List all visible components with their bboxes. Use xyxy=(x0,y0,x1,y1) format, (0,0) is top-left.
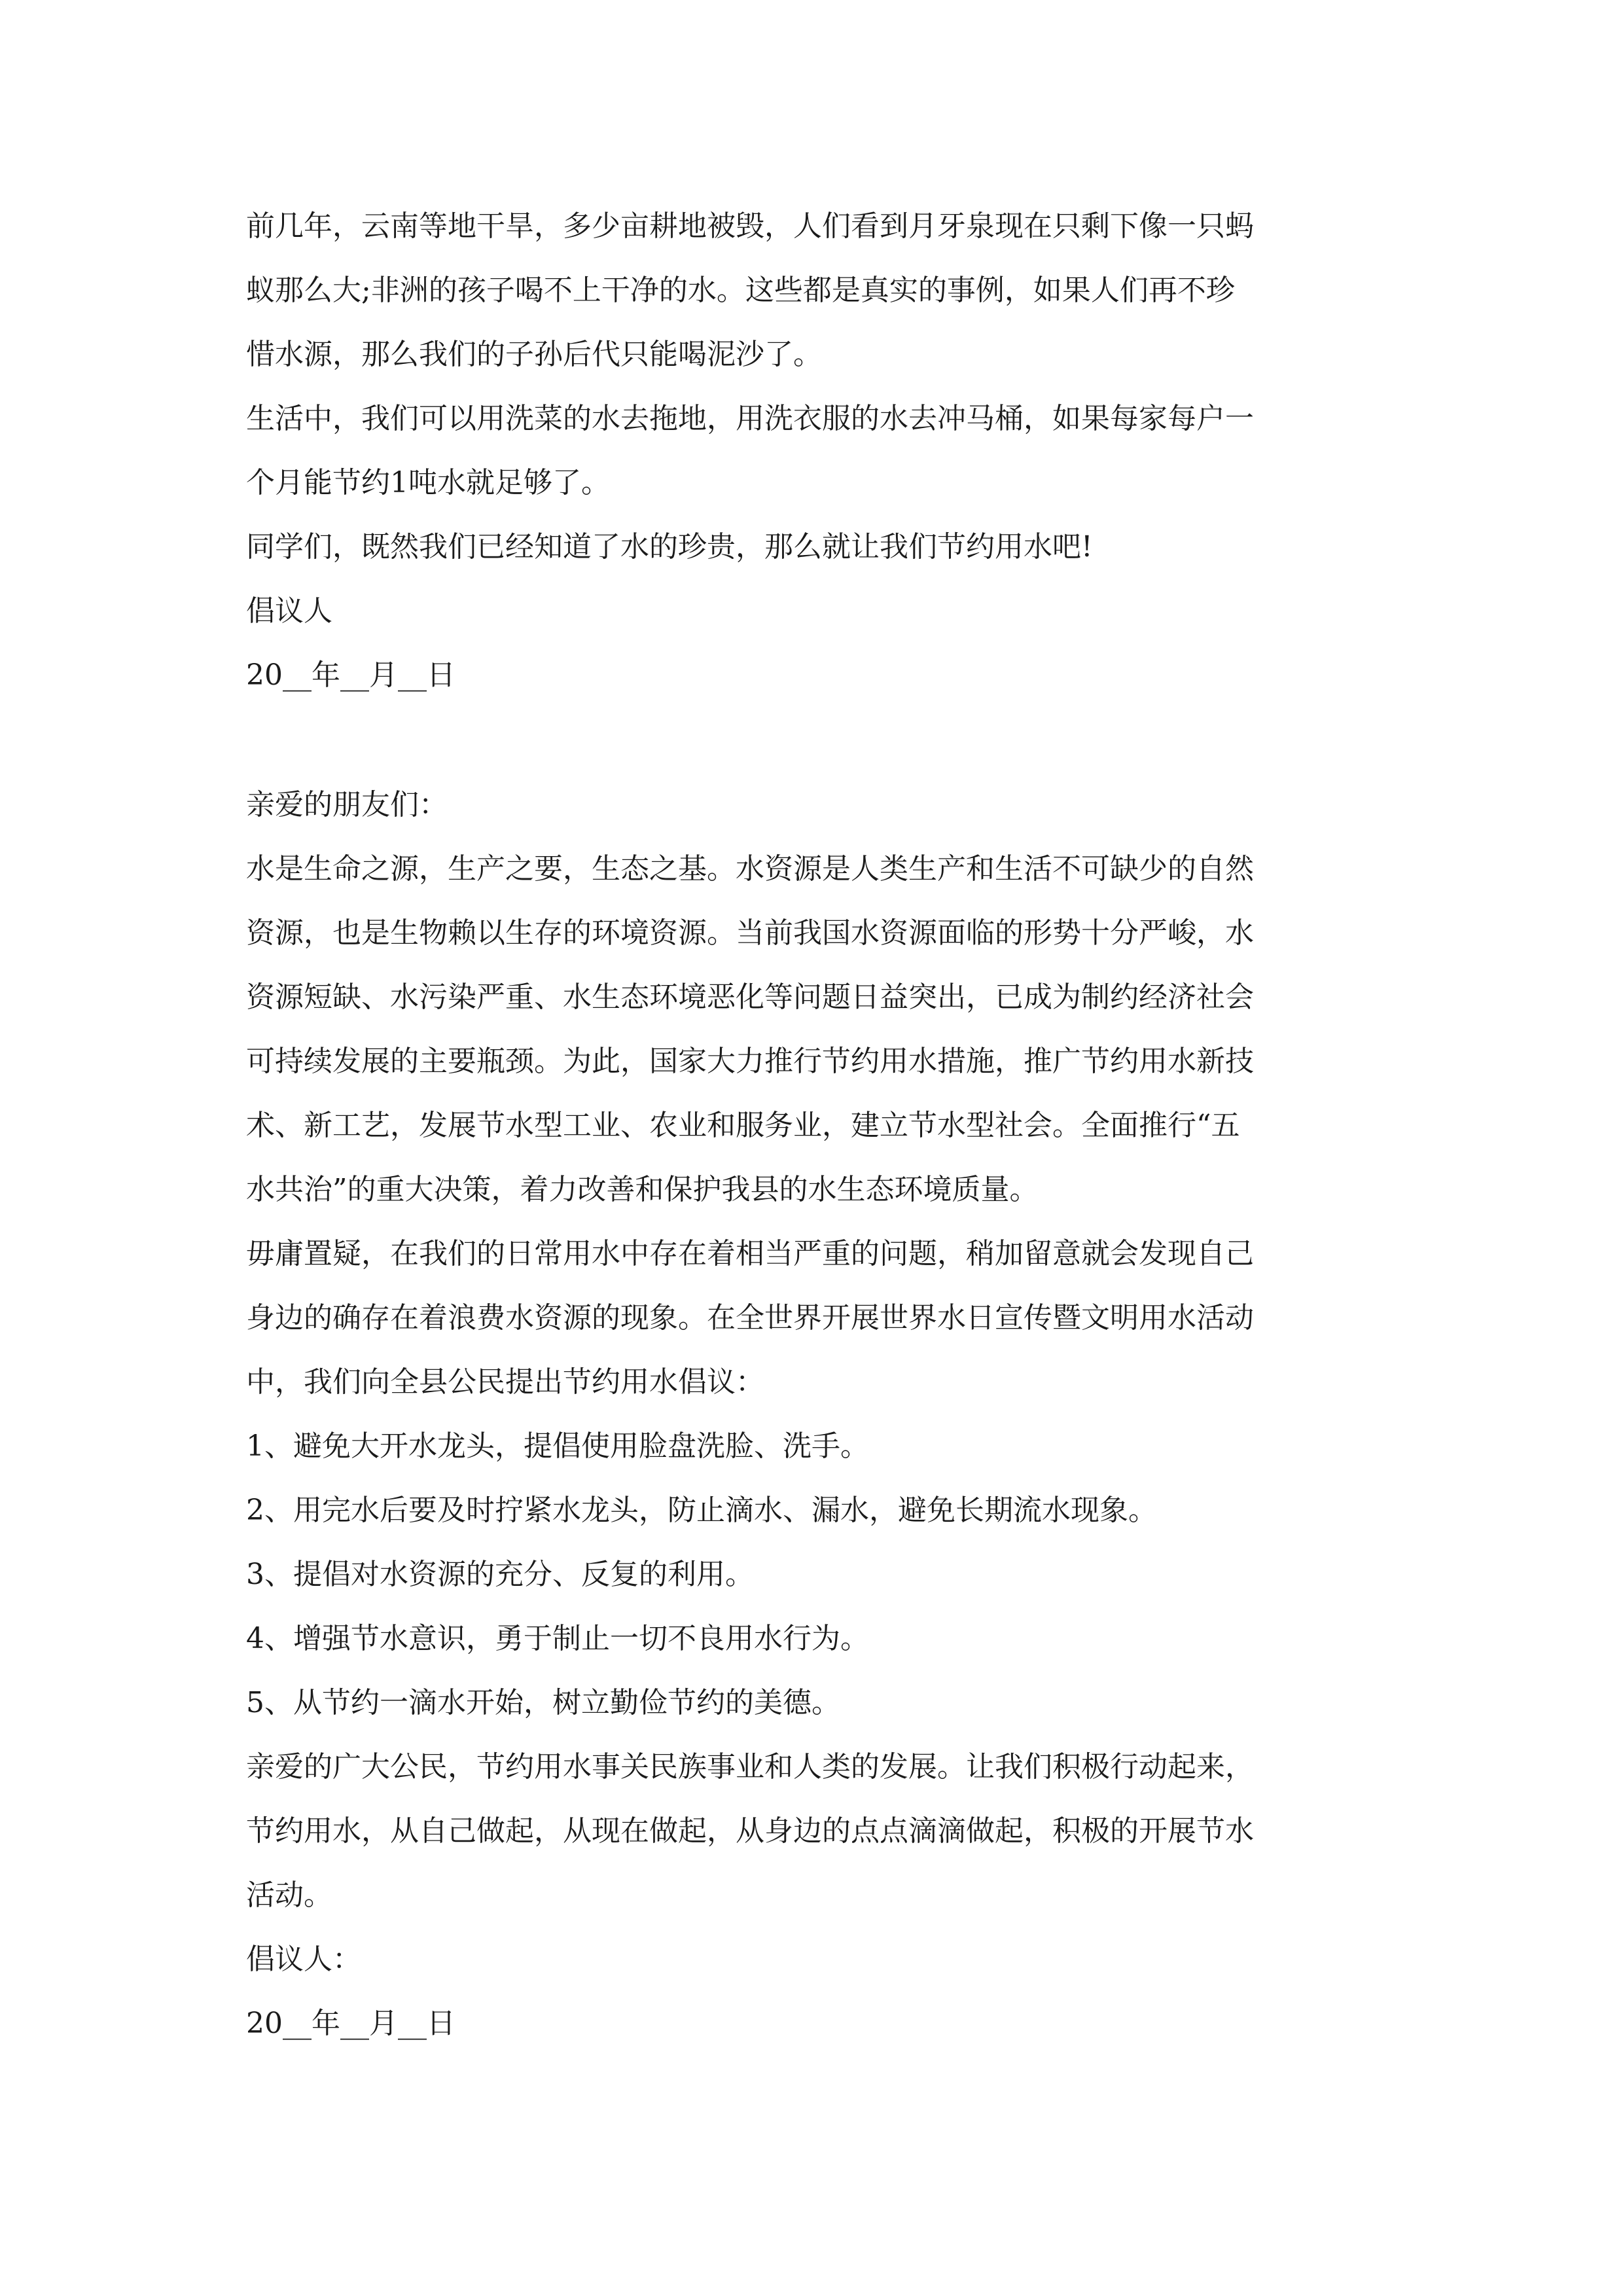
s2-item-5: 5、从节约一滴水开始，树立勤俭节约的美德。 xyxy=(246,1686,840,1719)
s2-item-4: 4、增强节水意识，勇于制止一切不良用水行为。 xyxy=(246,1622,869,1655)
s2-closing-line-2: 节约用水，从自己做起，从现在做起，从身边的点点滴滴做起，积极的开展节水 xyxy=(246,1814,1254,1848)
s1-para1-line-1: 前几年，云南等地干旱，多少亩耕地被毁，人们看到月牙泉现在只剩下像一只蚂 xyxy=(246,209,1254,243)
s2-greeting: 亲爱的朋友们： xyxy=(246,788,448,821)
s1-para3: 同学们，既然我们已经知道了水的珍贵，那么就让我们节约用水吧! xyxy=(246,530,1093,564)
s2-para1-line-2: 资源，也是生物赖以生存的环境资源。当前我国水资源面临的形势十分严峻，水 xyxy=(246,916,1254,950)
s2-para1-line-1: 水是生命之源，生产之要，生态之基。水资源是人类生产和生活不可缺少的自然 xyxy=(246,852,1254,886)
s2-closing-line-3: 活动。 xyxy=(246,1878,332,1912)
s1-signature: 倡议人 xyxy=(246,594,332,628)
s2-signature: 倡议人： xyxy=(246,1943,361,1976)
s2-para2-line-3: 中，我们向全县公民提出节约用水倡议： xyxy=(246,1365,764,1399)
s1-para1-line-2: 蚁那么大;非洲的孩子喝不上干净的水。这些都是真实的事例，如果人们再不珍 xyxy=(246,274,1235,307)
s2-closing-line-1: 亲爱的广大公民，节约用水事关民族事业和人类的发展。让我们积极行动起来， xyxy=(246,1750,1254,1784)
s2-item-1: 1、避免大开水龙头，提倡使用脸盘洗脸、洗手。 xyxy=(246,1429,869,1463)
s2-para1-line-5: 术、新工艺，发展节水型工业、农业和服务业，建立节水型社会。全面推行“五 xyxy=(246,1109,1240,1142)
s2-item-2: 2、用完水后要及时拧紧水龙头，防止滴水、漏水，避免长期流水现象。 xyxy=(246,1494,1157,1527)
s2-para2-line-2: 身边的确存在着浪费水资源的现象。在全世界开展世界水日宣传暨文明用水活动 xyxy=(246,1301,1254,1335)
s2-para2-line-1: 毋庸置疑，在我们的日常用水中存在着相当严重的问题，稍加留意就会发现自己 xyxy=(246,1237,1254,1270)
s2-para1-line-6: 水共治”的重大决策，着力改善和保护我县的水生态环境质量。 xyxy=(246,1173,1039,1206)
s2-para1-line-4: 可持续发展的主要瓶颈。为此，国家大力推行节约用水措施，推广节约用水新技 xyxy=(246,1045,1254,1078)
s2-date: 20__年__月__日 xyxy=(246,2007,455,2040)
s2-para1-line-3: 资源短缺、水污染严重、水生态环境恶化等问题日益突出，已成为制约经济社会 xyxy=(246,980,1254,1014)
s1-para2-line-1: 生活中，我们可以用洗菜的水去拖地，用洗衣服的水去冲马桶，如果每家每户一 xyxy=(246,402,1254,435)
s1-para2-line-2: 个月能节约1吨水就足够了。 xyxy=(246,466,610,499)
s1-para1-line-3: 惜水源，那么我们的子孙后代只能喝泥沙了。 xyxy=(246,338,822,371)
s1-date: 20__年__月__日 xyxy=(246,658,455,692)
s2-item-3: 3、提倡对水资源的充分、反复的利用。 xyxy=(246,1558,754,1591)
